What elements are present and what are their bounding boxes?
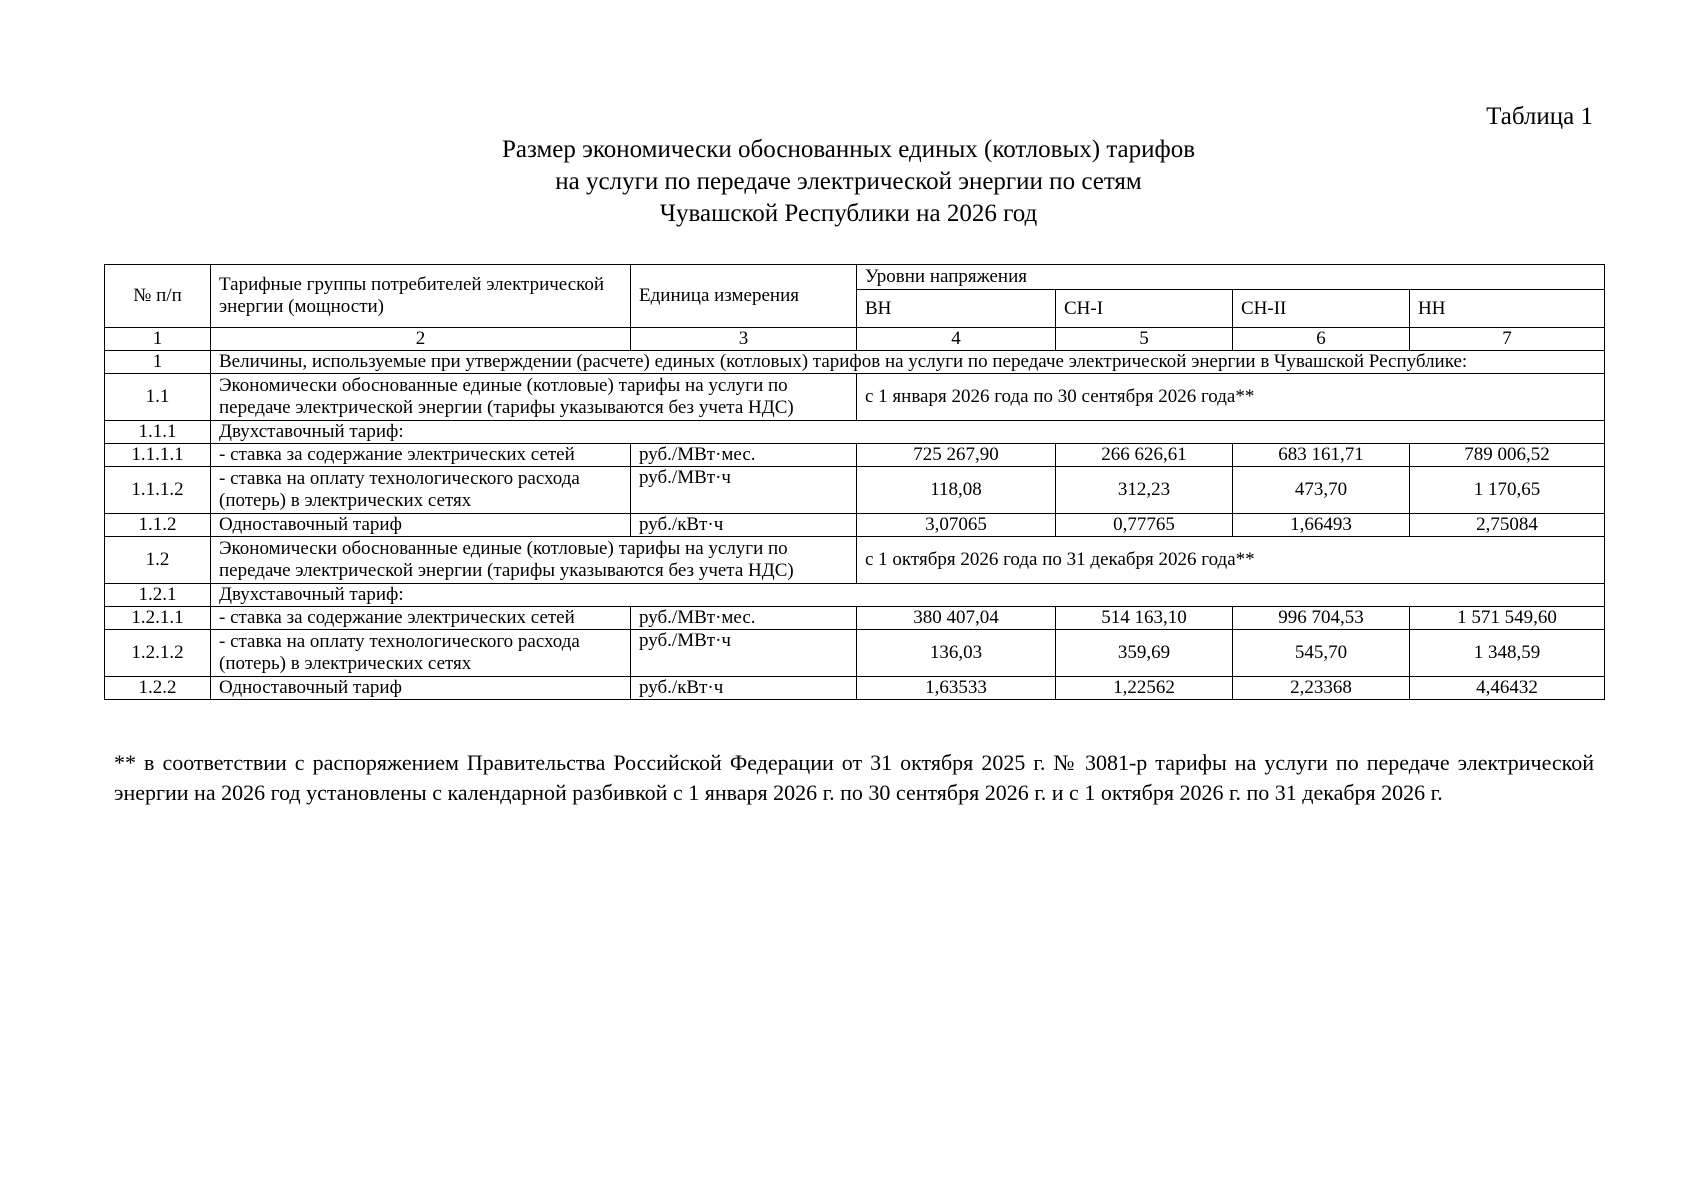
level-nn: НН: [1410, 290, 1605, 328]
value-cell: 266 626,61: [1056, 444, 1233, 467]
col-number: 6: [1233, 328, 1410, 351]
value-cell: 996 704,53: [1233, 607, 1410, 630]
level-vn: ВН: [857, 290, 1056, 328]
value-cell: 1,63533: [857, 677, 1056, 700]
row-unit: руб./МВт·ч: [631, 630, 857, 677]
value-cell: 312,23: [1056, 467, 1233, 514]
value-cell: 789 006,52: [1410, 444, 1605, 467]
table-row: [105, 514, 1605, 537]
row-unit: руб./МВт·ч: [631, 467, 857, 514]
period-description: Экономически обоснованные единые (котловые) тарифы на услуги по передаче электрической энергии (тарифы указываются без учета НДС): [211, 537, 857, 584]
row-unit: руб./МВт·мес.: [631, 444, 857, 467]
row-num: 1.1.1.2: [105, 467, 211, 514]
row-num: 1.2.1.2: [105, 630, 211, 677]
row-unit: руб./кВт·ч: [631, 677, 857, 700]
row-num: 1.1.1.1: [105, 444, 211, 467]
value-cell: 4,46432: [1410, 677, 1605, 700]
header-row: [105, 265, 1605, 290]
row-label: - ставка за содержание электрических сетей: [211, 444, 631, 467]
title-line: на услуги по передаче электрической энергии по сетям: [555, 168, 1142, 195]
value-cell: 118,08: [857, 467, 1056, 514]
period-row: [105, 537, 1605, 584]
period-range: с 1 января 2026 года по 30 сентября 2026 года**: [857, 374, 1605, 421]
value-cell: 514 163,10: [1056, 607, 1233, 630]
header-levels: Уровни напряжения: [857, 265, 1605, 290]
value-cell: 1 348,59: [1410, 630, 1605, 677]
table-row: [105, 467, 1605, 514]
row-label: - ставка на оплату технологического расхода (потерь) в электрических сетях: [211, 630, 631, 677]
value-cell: 2,75084: [1410, 514, 1605, 537]
table-label: Таблица 1: [1486, 103, 1593, 130]
row-label: Одноставочный тариф: [211, 514, 631, 537]
value-cell: 136,03: [857, 630, 1056, 677]
row-num: 1.1.2: [105, 514, 211, 537]
header-unit: Единица измерения: [631, 265, 857, 328]
table-row: [105, 630, 1605, 677]
row-num: 1.2.1: [105, 584, 211, 607]
value-cell: 473,70: [1233, 467, 1410, 514]
value-cell: 1,66493: [1233, 514, 1410, 537]
value-cell: 1 170,65: [1410, 467, 1605, 514]
table-row: [105, 677, 1605, 700]
row-num: 1.2: [105, 537, 211, 584]
value-cell: 0,77765: [1056, 514, 1233, 537]
document-title: [0, 134, 1697, 230]
row-label: - ставка за содержание электрических сетей: [211, 607, 631, 630]
row-num: 1.2.1.1: [105, 607, 211, 630]
value-cell: 1,22562: [1056, 677, 1233, 700]
column-numbers-row: [105, 328, 1605, 351]
col-number: 1: [105, 328, 211, 351]
col-number: 2: [211, 328, 631, 351]
two-part-row: [105, 584, 1605, 607]
row-label: Одноставочный тариф: [211, 677, 631, 700]
period-range: с 1 октября 2026 года по 31 декабря 2026 года**: [857, 537, 1605, 584]
value-cell: 1 571 549,60: [1410, 607, 1605, 630]
two-part-row: [105, 421, 1605, 444]
row-unit: руб./кВт·ч: [631, 514, 857, 537]
value-cell: 545,70: [1233, 630, 1410, 677]
col-number: 5: [1056, 328, 1233, 351]
table-row: [105, 444, 1605, 467]
footnote: ** в соответствии с распоряжением Правительства Российской Федерации от 31 октября 2025 г. № 3081-р тарифы на услуги по передаче электрической энергии на 2026 год установлены с календарной разбивкой с 1 января 2026 г. по 30 сентября 2026 г. и с 1 октября 2026 г. по 31 декабря 2026 г.: [114, 750, 1594, 805]
section-row: [105, 351, 1605, 374]
value-cell: 683 161,71: [1233, 444, 1410, 467]
tariff-table: [104, 264, 1605, 700]
col-number: 4: [857, 328, 1056, 351]
col-number: 3: [631, 328, 857, 351]
row-num: 1.1: [105, 374, 211, 421]
header-num: № п/п: [105, 265, 211, 328]
value-cell: 380 407,04: [857, 607, 1056, 630]
table-row: [105, 607, 1605, 630]
row-num: 1: [105, 351, 211, 374]
title-line: Чувашской Республики на 2026 год: [659, 200, 1038, 227]
col-number: 7: [1410, 328, 1605, 351]
level-sn2: СН-II: [1233, 290, 1410, 328]
period-row: [105, 374, 1605, 421]
row-num: 1.1.1: [105, 421, 211, 444]
row-label: Двухставочный тариф:: [211, 584, 1605, 607]
header-group: Тарифные группы потребителей электрической энергии (мощности): [211, 265, 631, 328]
title-line: Размер экономически обоснованных единых (котловых) тарифов: [501, 136, 1196, 163]
row-unit: руб./МВт·мес.: [631, 607, 857, 630]
period-description: Экономически обоснованные единые (котловые) тарифы на услуги по передаче электрической энергии (тарифы указываются без учета НДС): [211, 374, 857, 421]
value-cell: 725 267,90: [857, 444, 1056, 467]
row-num: 1.2.2: [105, 677, 211, 700]
value-cell: 359,69: [1056, 630, 1233, 677]
row-label: Двухставочный тариф:: [211, 421, 1605, 444]
value-cell: 3,07065: [857, 514, 1056, 537]
value-cell: 2,23368: [1233, 677, 1410, 700]
section-text: Величины, используемые при утверждении (расчете) единых (котловых) тарифов на услуги по передаче электрической энергии в Чувашской Республике:: [211, 351, 1605, 374]
level-sn1: СН-I: [1056, 290, 1233, 328]
row-label: - ставка на оплату технологического расхода (потерь) в электрических сетях: [211, 467, 631, 514]
